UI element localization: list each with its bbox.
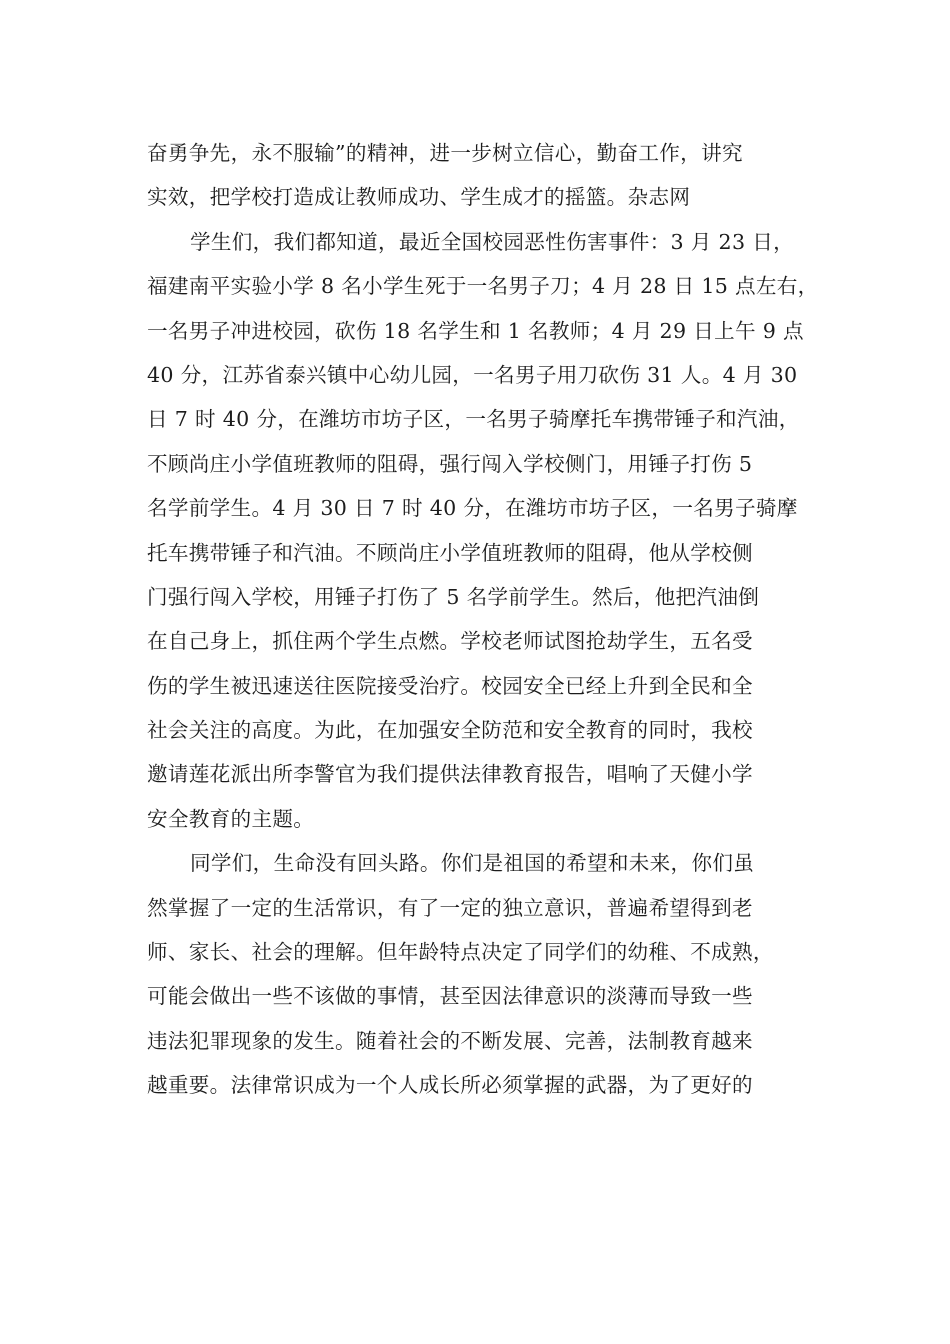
text-line: 安全教育的主题。	[147, 806, 315, 831]
text-line: 40 分，江苏省泰兴镇中心幼儿园，一名男子用刀砍伤 31 人。4 月 30	[147, 362, 798, 387]
text-line: 福建南平实验小学 8 名小学生死于一名男子刀；4 月 28 日 15 点左右，	[147, 274, 819, 299]
paragraph-start-line: 同学们，生命没有回头路。你们是祖国的希望和未来，你们虽	[190, 851, 755, 876]
body-text	[147, 131, 819, 1108]
text-line: 在自己身上，抓住两个学生点燃。学校老师试图抢劫学生，五名受	[147, 629, 753, 654]
text-line: 不顾尚庄小学值班教师的阻碍，强行闯入学校侧门，用锤子打伤 5	[147, 451, 753, 476]
text-line: 日 7 时 40 分，在潍坊市坊子区，一名男子骑摩托车携带锤子和汽油，	[147, 407, 800, 432]
text-line: 可能会做出一些不该做的事情，甚至因法律意识的淡薄而导致一些	[147, 984, 753, 1009]
text-line: 社会关注的高度。为此，在加强安全防范和安全教育的同时，我校	[147, 718, 753, 743]
text-line: 师、家长、社会的理解。但年龄特点决定了同学们的幼稚、不成熟，	[147, 940, 774, 965]
text-line: 邀请莲花派出所李警官为我们提供法律教育报告，唱响了天健小学	[147, 762, 753, 787]
text-line: 名学前学生。4 月 30 日 7 时 40 分，在潍坊市坊子区，一名男子骑摩	[147, 496, 798, 521]
paragraph-start-line: 学生们，我们都知道，最近全国校园恶性伤害事件：3 月 23 日，	[190, 229, 794, 254]
text-line: 奋勇争先，永不服输”的精神，进一步树立信心，勤奋工作，讲究	[147, 141, 743, 165]
text-line: 门强行闯入学校，用锤子打伤了 5 名学前学生。然后，他把汽油倒	[147, 584, 760, 609]
text-line: 实效，把学校打造成让教师成功、学生成才的摇篮。杂志网	[147, 185, 691, 210]
text-line: 伤的学生被迅速送往医院接受治疗。校园安全已经上升到全民和全	[147, 673, 753, 698]
text-line: 越重要。法律常识成为一个人成长所必须掌握的武器，为了更好的	[147, 1073, 753, 1098]
text-line: 违法犯罪现象的发生。随着社会的不断发展、完善，法制教育越来	[147, 1028, 753, 1053]
text-line: 然掌握了一定的生活常识，有了一定的独立意识，普遍希望得到老	[147, 895, 753, 920]
text-line: 一名男子冲进校园，砍伤 18 名学生和 1 名教师；4 月 29 日上午 9 点	[147, 318, 804, 343]
text-line: 托车携带锤子和汽油。不顾尚庄小学值班教师的阻碍，他从学校侧	[147, 540, 753, 565]
